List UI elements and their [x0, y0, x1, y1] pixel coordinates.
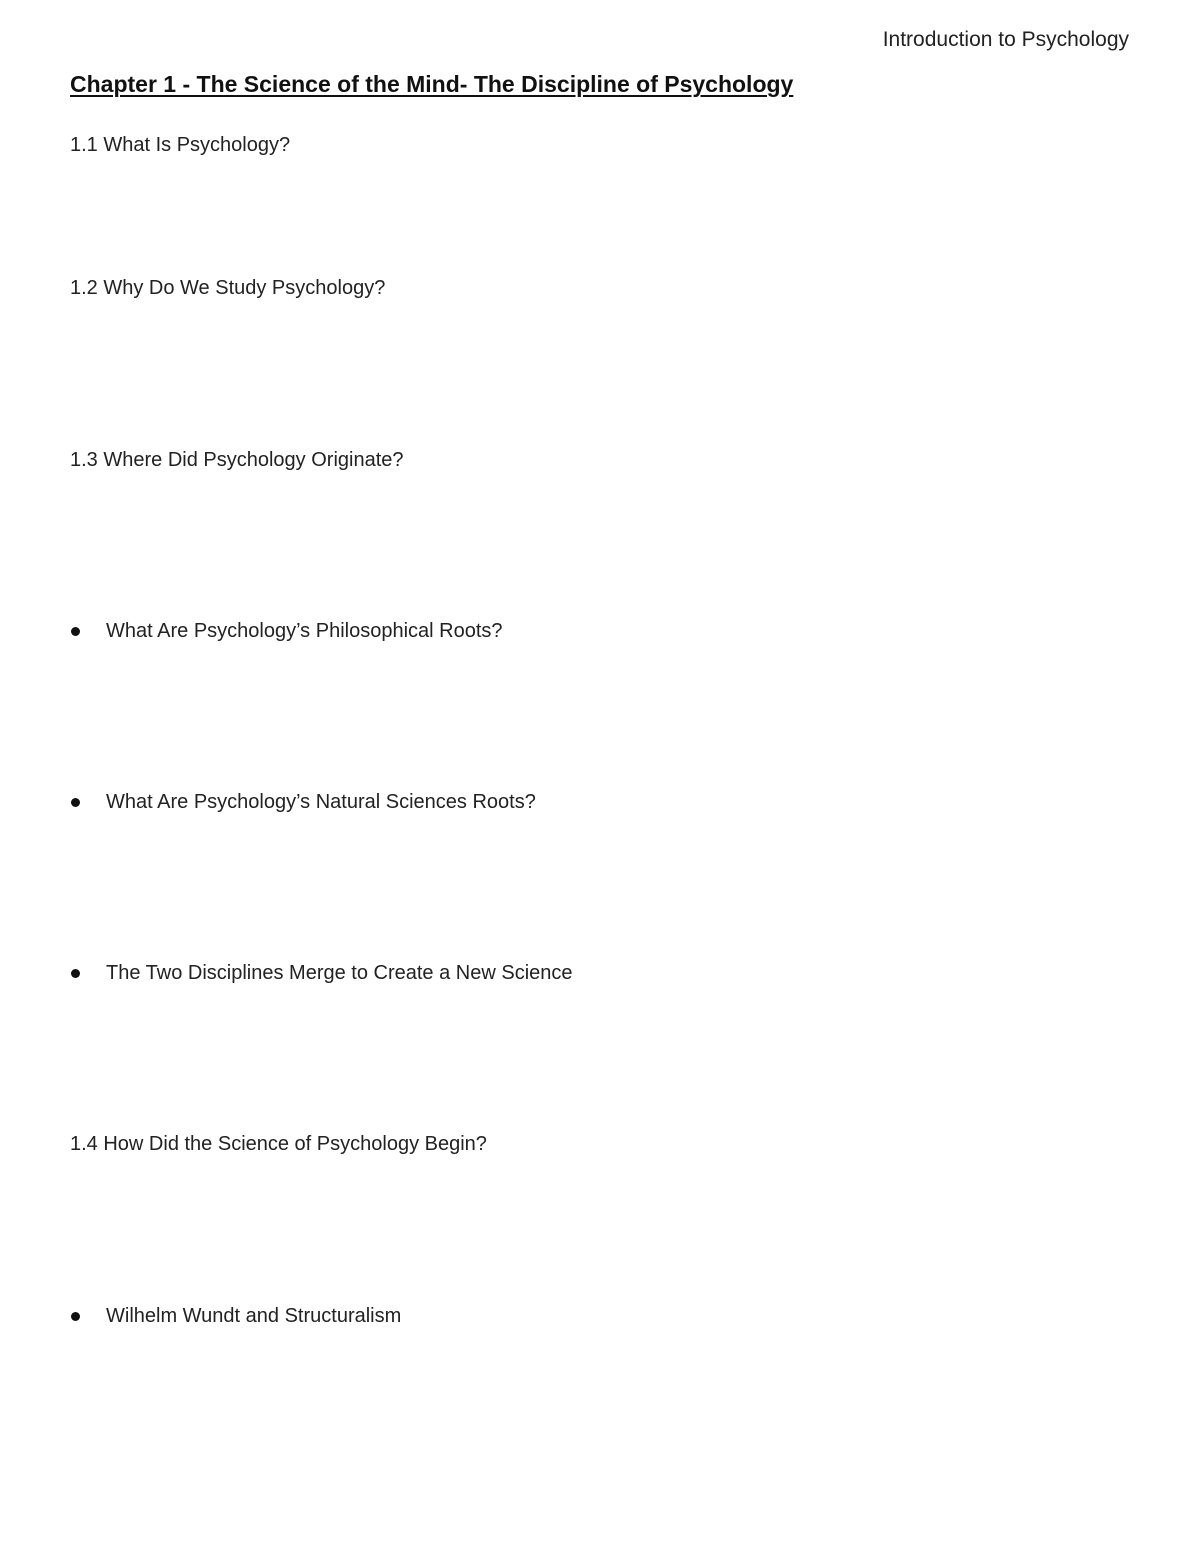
bullet-item-label: What Are Psychology’s Philosophical Roots? [106, 620, 503, 642]
section-heading-1-3: 1.3 Where Did Psychology Originate? [70, 449, 404, 471]
bullet-item-label: Wilhelm Wundt and Structuralism [106, 1305, 402, 1327]
section-heading-1-2: 1.2 Why Do We Study Psychology? [70, 277, 386, 299]
bullet-icon [71, 969, 80, 978]
bullet-item-label: What Are Psychology’s Natural Sciences Roots? [106, 791, 536, 813]
bullet-icon [71, 627, 80, 636]
section-heading-1-1: 1.1 What Is Psychology? [70, 134, 291, 156]
bullet-item-wundt-structuralism [70, 1305, 401, 1328]
running-header: Introduction to Psychology [882, 28, 1129, 51]
bullet-icon [71, 798, 80, 807]
bullet-item-natural-sciences-roots [70, 791, 536, 814]
bullet-item-philosophical-roots [70, 620, 503, 643]
bullet-item-label: The Two Disciplines Merge to Create a New Science [106, 962, 573, 984]
section-heading-1-4: 1.4 How Did the Science of Psychology Begin? [70, 1133, 487, 1155]
chapter-title: Chapter 1 - The Science of the Mind- The Discipline of Psychology [70, 71, 794, 97]
bullet-icon [71, 1312, 80, 1321]
bullet-item-disciplines-merge [70, 962, 573, 985]
